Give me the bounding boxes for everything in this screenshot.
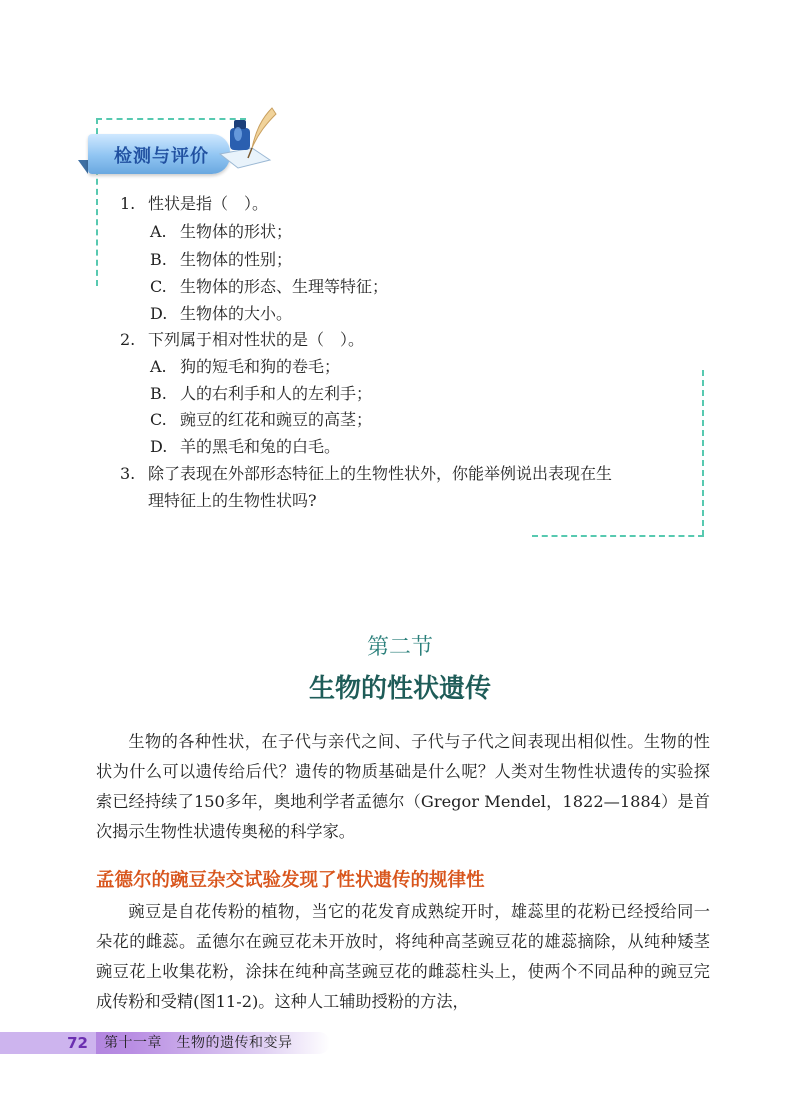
q2-option-a xyxy=(150,357,340,377)
q2-option-b xyxy=(150,384,372,404)
option-text: 生物体的形态、生理等特征； xyxy=(180,277,389,296)
q2-option-d xyxy=(150,437,340,457)
question-3-line-1: 除了表现在外部形态特征上的生物性状外，你能举例说出表现在生 xyxy=(148,464,613,483)
option-letter: A. xyxy=(150,357,167,376)
question-1 xyxy=(120,194,268,214)
option-text: 狗的短毛和狗的卷毛； xyxy=(180,357,341,376)
intro-text: 生物的各种性状，在子代与亲代之间、子代与子代之间表现出相似性。生物的性状为什么可以遗传给后代？遗传的物质基础是什么呢？人类对生物性状遗传的实验探索已经持续了150多年，奥地利学者孟德尔（Gregor Mendel，1822—1884）是首次揭示生物性状遗传奥秘的科学家。 xyxy=(96,732,710,841)
exercise-frame-bottom xyxy=(532,535,704,537)
question-1-stem: 性状是指（ ）。 xyxy=(148,194,269,213)
intro-paragraph xyxy=(96,727,710,847)
chapter-title: 第十一章 生物的遗传和变异 xyxy=(104,1035,293,1051)
tab-fold-shadow xyxy=(78,160,88,174)
option-letter: D. xyxy=(150,304,168,323)
question-3-continued xyxy=(148,491,317,511)
body-text: 豌豆是自花传粉的植物，当它的花发育成熟绽开时，雄蕊里的花粉已经授给同一朵花的雌蕊。孟德尔在豌豆花未开放时，将纯种高茎豌豆花的雄蕊摘除，从纯种矮茎豌豆花上收集花粉，涂抹在纯种高茎豌豆花的雌蕊柱头上，使两个不同品种的豌豆完成传粉和受精(图11-2)。这种人工辅助授粉的方法， xyxy=(96,902,710,1011)
body-paragraph xyxy=(96,897,710,1017)
question-2-number: 2. xyxy=(120,330,136,349)
option-text: 羊的黑毛和兔的白毛。 xyxy=(180,437,341,456)
question-1-number: 1. xyxy=(120,194,136,213)
option-letter: C. xyxy=(150,277,167,296)
exercise-tab xyxy=(78,134,230,180)
option-letter: B. xyxy=(150,250,167,269)
exercise-tab-label: 检测与评价 xyxy=(114,146,209,167)
option-text: 豌豆的红花和豌豆的高茎； xyxy=(180,410,373,429)
question-3-number: 3. xyxy=(120,464,136,483)
q1-option-c xyxy=(150,277,388,297)
question-2-stem: 下列属于相对性状的是（ ）。 xyxy=(148,330,365,349)
option-text: 生物体的形状； xyxy=(180,222,293,241)
option-letter: B. xyxy=(150,384,167,403)
page-number: 72 xyxy=(0,1032,96,1054)
option-text: 生物体的大小。 xyxy=(180,304,293,323)
question-3 xyxy=(120,464,612,484)
section-title: 生物的性状遗传 xyxy=(308,674,491,704)
option-text: 人的右利手和人的左利手； xyxy=(180,384,373,403)
option-letter: D. xyxy=(150,437,168,456)
q2-option-c xyxy=(150,410,372,430)
q1-option-d xyxy=(150,304,292,324)
option-letter: A. xyxy=(150,222,167,241)
question-2 xyxy=(120,330,364,350)
ink-quill-icon xyxy=(212,104,282,174)
subsection-heading: 孟德尔的豌豆杂交试验发现了性状遗传的规律性 xyxy=(96,870,485,891)
exercise-frame-right xyxy=(702,370,704,536)
q1-option-b xyxy=(150,250,292,270)
option-letter: C. xyxy=(150,410,167,429)
q1-option-a xyxy=(150,222,292,242)
option-text: 生物体的性别； xyxy=(180,250,293,269)
section-subtitle: 第二节 xyxy=(366,635,433,660)
question-3-line-2: 理特征上的生物性状吗? xyxy=(148,491,317,510)
